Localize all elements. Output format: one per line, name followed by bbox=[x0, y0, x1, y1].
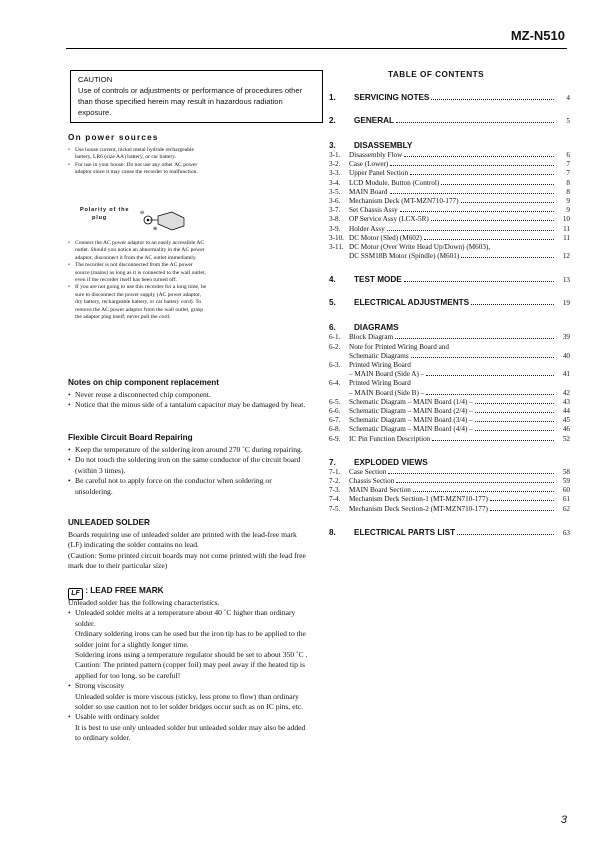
toc-entry-number: 3-4. bbox=[329, 178, 341, 187]
toc-entry-number: 6-4. bbox=[329, 379, 341, 388]
toc-entry-label: Schematic Diagram – MAIN Board (4/4) – bbox=[349, 425, 473, 434]
toc-entry-number: 3-1. bbox=[329, 151, 341, 159]
toc-entry-page: 61 bbox=[562, 495, 570, 504]
toc-entry-number: 6-5. bbox=[329, 397, 341, 406]
toc-entry bbox=[329, 243, 570, 252]
toc-leader-dots bbox=[395, 338, 554, 339]
toc-entry bbox=[329, 352, 570, 361]
toc-entry-label: – MAIN Board (Side A) – bbox=[349, 370, 425, 379]
toc-entry bbox=[329, 361, 570, 370]
toc-entry-page: 6 bbox=[566, 151, 570, 159]
leadfree-item-1: • Unleaded solder melts at a temperature about 40 ˚C higher than ordinary solder. Ordinary soldering irons can be used but the iron tip has to be applied to the solder joint for a slightly longer time. Soldering irons using a temperature regulator should be set to about 350 ˚C . Caution: The printed pattern (copper foil) may peel away if the heated tip is applied for too long, so be careful! bbox=[68, 608, 308, 681]
toc-entry bbox=[329, 333, 570, 342]
toc-entry-number: 6-6. bbox=[329, 407, 341, 416]
toc-entry bbox=[329, 477, 570, 486]
toc-entry-page: 62 bbox=[562, 504, 570, 513]
toc-leader-dots bbox=[432, 440, 554, 441]
toc-entry-label: Note for Printed Wiring Board and bbox=[349, 342, 449, 351]
toc-leader-dots bbox=[390, 193, 554, 194]
page-number: 3 bbox=[560, 814, 567, 826]
leadfree-text bbox=[68, 598, 308, 744]
toc-section-entry bbox=[329, 527, 570, 539]
unleaded-p1: Boards requiring use of unleaded solder are printed with the lead-free mark (LF) indicating the solder contains no lead. bbox=[68, 530, 297, 550]
toc-entry-number: 3-6. bbox=[329, 197, 341, 206]
toc-entry bbox=[329, 416, 570, 425]
toc-entry-label: Set Chassis Assy bbox=[349, 206, 398, 215]
toc-entry-number: 3-11. bbox=[329, 243, 344, 252]
toc-entry-number: 7-4. bbox=[329, 495, 341, 504]
toc-entry-number: 6-1. bbox=[329, 333, 341, 342]
toc-entry-number: 5. bbox=[329, 298, 336, 308]
toc-entry-number: 6-7. bbox=[329, 416, 341, 425]
toc-entry-label: Printed Wiring Board bbox=[349, 361, 411, 370]
toc-leader-dots bbox=[388, 473, 554, 474]
toc-entry bbox=[329, 435, 570, 444]
toc-leader-dots bbox=[404, 281, 554, 282]
toc-entry-label: TEST MODE bbox=[354, 275, 402, 285]
power-list-a bbox=[68, 147, 208, 177]
toc-leader-dots bbox=[490, 500, 554, 501]
toc-entry-number: 3-9. bbox=[329, 224, 341, 233]
toc-entry-page: 39 bbox=[562, 333, 570, 342]
toc-entry-label: MAIN Board bbox=[349, 187, 388, 196]
toc-entry bbox=[329, 370, 570, 379]
toc-entry-page: 7 bbox=[566, 160, 570, 169]
toc-title: TABLE OF CONTENTS bbox=[388, 70, 485, 79]
toc-entry-page: 7 bbox=[566, 169, 570, 178]
toc-entry-page: 43 bbox=[562, 397, 570, 406]
toc-entry bbox=[329, 505, 570, 514]
toc-leader-dots bbox=[413, 491, 554, 492]
toc-entry-number: 7-5. bbox=[329, 504, 341, 513]
chip-list bbox=[68, 390, 306, 411]
toc-leader-dots bbox=[431, 99, 554, 100]
toc-entry-label: DC Motor (Over Write Head Up/Down) (M603), bbox=[349, 243, 491, 252]
toc-entry-label: DISASSEMBLY bbox=[354, 141, 413, 150]
toc-leader-dots bbox=[457, 534, 554, 535]
toc-entry-page: 58 bbox=[562, 467, 570, 476]
toc-section-entry bbox=[329, 297, 570, 309]
toc-leader-dots bbox=[475, 430, 554, 431]
toc-entry-label: DC SSM18B Motor (Spindle) (M601) bbox=[349, 252, 460, 261]
toc-entry-page: 10 bbox=[562, 215, 570, 224]
power-list-b bbox=[68, 240, 208, 321]
toc-entry bbox=[329, 389, 570, 398]
toc-entry-label: IC Pin Function Description bbox=[349, 434, 431, 443]
toc-entry-label: Disassembly Flow bbox=[349, 151, 403, 159]
leadfree-intro: Unleaded solder has the following characteristics. bbox=[68, 598, 220, 607]
caution-title: CAUTION bbox=[78, 75, 113, 84]
toc-entry-number: 3-7. bbox=[329, 206, 341, 215]
plug-polarity-icon bbox=[138, 202, 188, 238]
toc-leader-dots bbox=[475, 412, 554, 413]
toc-entry bbox=[329, 252, 570, 261]
toc-entry-page: 42 bbox=[562, 388, 570, 397]
toc-leader-dots bbox=[431, 220, 554, 221]
toc-entry bbox=[329, 197, 570, 206]
toc-leader-dots bbox=[490, 510, 554, 511]
toc-entry-number: 6. bbox=[329, 323, 336, 333]
toc-entry-number: 6-3. bbox=[329, 361, 341, 370]
toc-entry-label: Mechanism Deck (MT-MZN710-177) bbox=[349, 197, 459, 206]
svg-text:⊖: ⊖ bbox=[140, 210, 145, 216]
toc-leader-dots bbox=[471, 304, 554, 305]
toc-entry bbox=[329, 188, 570, 197]
toc-entry-number: 1. bbox=[329, 93, 336, 102]
list-item: • The recorder is not disconnected from the AC power source (mains) as long as it is connected to the wall outlet, even if the recorder itself has been turned off. bbox=[68, 262, 208, 284]
toc-entry bbox=[329, 206, 570, 215]
toc-leader-dots bbox=[426, 394, 554, 395]
toc-entry-page: 9 bbox=[566, 197, 570, 206]
toc-entry bbox=[329, 398, 570, 407]
toc-entry bbox=[329, 169, 570, 178]
toc-entry-page: 63 bbox=[562, 528, 570, 537]
toc-entry-label: DC Motor (Sled) (M602) bbox=[349, 233, 422, 242]
flex-heading: Flexible Circuit Board Repairing bbox=[68, 433, 193, 442]
toc-entry-page: 13 bbox=[562, 276, 570, 285]
unleaded-p2: (Caution: Some printed circuit boards may not come printed with the lead free mark due to their particular size) bbox=[68, 550, 306, 571]
toc-entry bbox=[329, 179, 570, 188]
chip-heading: Notes on chip component replacement bbox=[68, 378, 220, 387]
toc-entry-number: 8. bbox=[329, 527, 336, 537]
toc-entry bbox=[329, 379, 570, 388]
leadfree-item-3: • Usable with ordinary solder It is best to use only unleaded solder but unleaded solder may also be added to ordinary solder. bbox=[68, 712, 308, 743]
toc-section-entry bbox=[329, 457, 570, 468]
toc-section-entry bbox=[329, 274, 570, 286]
toc-entry-label: GENERAL bbox=[354, 116, 395, 125]
toc-leader-dots bbox=[410, 174, 554, 175]
toc-leader-dots bbox=[461, 257, 554, 258]
toc-entry-page: 41 bbox=[562, 370, 570, 379]
header-rule bbox=[66, 48, 567, 49]
toc-entry-page: 59 bbox=[562, 477, 570, 486]
toc-entry-label: Upper Panel Section bbox=[349, 169, 409, 178]
toc-entry-label: LCD Module, Button (Control) bbox=[349, 178, 440, 187]
toc-entry-page: 19 bbox=[562, 299, 570, 308]
toc-entry-page: 40 bbox=[562, 351, 570, 360]
toc-entry-label: Schematic Diagram – MAIN Board (3/4) – bbox=[349, 416, 473, 425]
toc-leader-dots bbox=[441, 184, 554, 185]
list-item: • Be careful not to apply force on the conductor when soldering or unsoldering. bbox=[68, 476, 306, 497]
toc-leader-dots bbox=[387, 230, 554, 231]
caution-text: Use of controls or adjustments or performance of procedures other than those specified herein may result in hazardous radiation exposure. bbox=[78, 86, 303, 117]
toc-entry-label: OP Service Assy (LCX-5R) bbox=[349, 215, 429, 224]
list-item: • Notice that the minus side of a tantalum capacitor may be damaged by heat. bbox=[68, 400, 306, 410]
toc-entry-number: 3-3. bbox=[329, 169, 341, 178]
leadfree-item-2: • Strong viscosity Unleaded solder is more viscous (sticky, less prone to flow) than ordinary solder so use caution not to let solder bridges occur such as on IC pins, etc. bbox=[68, 681, 308, 712]
toc-entry bbox=[329, 151, 570, 160]
toc-entry bbox=[329, 486, 570, 495]
list-item: • Do not touch the soldering iron on the same conductor of the circuit board (within 3 times). bbox=[68, 455, 306, 476]
toc-section-entry bbox=[329, 322, 570, 333]
toc-entry-page: 52 bbox=[562, 434, 570, 443]
toc-entry bbox=[329, 425, 570, 434]
toc-section-entry bbox=[329, 115, 570, 127]
flex-list bbox=[68, 445, 306, 497]
plug-polarity-figure bbox=[80, 202, 190, 238]
toc-leader-dots bbox=[475, 403, 554, 404]
list-item: • Connect the AC power adaptor to an easily accessible AC outlet. Should you notice an abnormality in the AC power adaptor, disconnect it from the AC outlet immediately. bbox=[68, 240, 208, 262]
toc-entry-label: DIAGRAMS bbox=[354, 323, 399, 333]
toc-leader-dots bbox=[426, 375, 554, 376]
polarity-label-2: plug bbox=[92, 215, 108, 221]
unleaded-heading: UNLEADED SOLDER bbox=[68, 518, 150, 527]
power-sources-heading: On power sources bbox=[68, 133, 159, 142]
toc-entry-number: 7. bbox=[329, 457, 336, 467]
toc-entry-label: – MAIN Board (Side B) – bbox=[349, 388, 425, 397]
toc-entry bbox=[329, 160, 570, 169]
toc-section-entry bbox=[329, 92, 570, 104]
toc-entry bbox=[329, 407, 570, 416]
toc-entry-page: 11 bbox=[563, 233, 570, 242]
toc-entry-number: 7-2. bbox=[329, 477, 341, 486]
toc-leader-dots bbox=[396, 482, 554, 483]
toc-entry bbox=[329, 468, 570, 477]
toc-entry-label: SERVICING NOTES bbox=[354, 93, 430, 102]
toc-entry-number: 4. bbox=[329, 275, 336, 285]
toc-entry-number: 7-3. bbox=[329, 486, 341, 495]
toc-entry-number: 6-9. bbox=[329, 434, 341, 443]
list-item: • If you are not going to use this recorder for a long time, be sure to disconnect the power supply (AC power adaptor, dry battery, rechargeable battery, or car battery cord). To remove the AC power adaptor from the wall outlet, grasp the adaptor plug itself; never pull the cord. bbox=[68, 284, 208, 321]
toc-entry-label: Holder Assy bbox=[349, 224, 385, 233]
toc-entry-number: 3-2. bbox=[329, 160, 341, 169]
toc-entry bbox=[329, 234, 570, 243]
toc-entry-label: Case (Lower) bbox=[349, 160, 389, 169]
toc-entry-label: Chassis Section bbox=[349, 477, 395, 486]
toc-entry-page: 45 bbox=[562, 416, 570, 425]
toc-entry-page: 44 bbox=[562, 407, 570, 416]
polarity-label-1: Polarity of the bbox=[80, 207, 130, 213]
toc-leader-dots bbox=[461, 202, 554, 203]
svg-text:⊕: ⊕ bbox=[153, 226, 158, 232]
toc-entry-label: Mechanism Deck Section-2 (MT-MZN710-177) bbox=[349, 504, 488, 513]
toc-entry-number: 3-10. bbox=[329, 233, 344, 242]
toc-entry-label: Block Diagram bbox=[349, 333, 394, 342]
toc-entry-page: 46 bbox=[562, 425, 570, 434]
unleaded-text bbox=[68, 530, 306, 572]
toc-leader-dots bbox=[411, 357, 554, 358]
toc-entry-page: 8 bbox=[566, 187, 570, 196]
toc-entry-label: Schematic Diagram – MAIN Board (1/4) – bbox=[349, 397, 473, 406]
toc-entry-label: Case Section bbox=[349, 467, 387, 476]
toc-entry-page: 11 bbox=[563, 224, 570, 233]
list-item: • Keep the temperature of the soldering iron around 270 ˚C during repairing. bbox=[68, 445, 306, 455]
toc-entry-label: ELECTRICAL PARTS LIST bbox=[354, 527, 456, 537]
toc-entry bbox=[329, 225, 570, 234]
toc-entry-page: 8 bbox=[566, 178, 570, 187]
toc-entry-label: EXPLODED VIEWS bbox=[354, 457, 428, 467]
lead-free-mark-icon: LF bbox=[68, 588, 83, 600]
toc-entry-label: Schematic Diagrams bbox=[349, 351, 409, 360]
toc-leader-dots bbox=[390, 165, 554, 166]
toc-entry bbox=[329, 215, 570, 224]
list-item: • Never reuse a disconnected chip component. bbox=[68, 390, 306, 400]
toc-leader-dots bbox=[404, 156, 554, 157]
table-of-contents bbox=[329, 86, 570, 539]
toc-entry-page: 9 bbox=[566, 206, 570, 215]
toc-entry-number: 6-2. bbox=[329, 342, 341, 351]
toc-entry bbox=[329, 495, 570, 504]
toc-leader-dots bbox=[475, 421, 554, 422]
toc-leader-dots bbox=[400, 211, 554, 212]
toc-entry-page: 5 bbox=[566, 117, 570, 125]
toc-entry-number: 6-8. bbox=[329, 425, 341, 434]
toc-leader-dots bbox=[396, 122, 554, 123]
list-item: • For use in your house: Do not use any other AC power adaptor since it may cause the recorder to malfunction. bbox=[68, 162, 208, 177]
toc-entry-number: 3-8. bbox=[329, 215, 341, 224]
toc-entry-number: 2. bbox=[329, 116, 336, 125]
toc-entry-label: Printed Wiring Board bbox=[349, 379, 411, 388]
caution-box bbox=[70, 70, 323, 123]
toc-entry-number: 7-1. bbox=[329, 467, 341, 476]
toc-entry-label: Schematic Diagram – MAIN Board (2/4) – bbox=[349, 407, 473, 416]
model-number: MZ-N510 bbox=[510, 28, 565, 43]
toc-entry-page: 60 bbox=[562, 486, 570, 495]
toc-entry bbox=[329, 343, 570, 352]
toc-entry-label: Mechanism Deck Section-1 (MT-MZN710-177) bbox=[349, 495, 488, 504]
toc-section-entry bbox=[329, 140, 570, 151]
toc-entry-page: 4 bbox=[566, 94, 570, 102]
leadfree-title: : LEAD FREE MARK bbox=[85, 586, 164, 595]
toc-leader-dots bbox=[424, 239, 554, 240]
list-item: • Use house current, nickel metal hydride rechargeable battery, LR6 (size AA) battery, or car battery. bbox=[68, 147, 208, 162]
toc-entry-label: MAIN Board Section bbox=[349, 486, 411, 495]
toc-entry-number: 3-5. bbox=[329, 187, 341, 196]
toc-entry-page: 12 bbox=[562, 252, 570, 261]
toc-entry-label: ELECTRICAL ADJUSTMENTS bbox=[354, 298, 470, 308]
toc-entry-number: 3. bbox=[329, 141, 336, 150]
